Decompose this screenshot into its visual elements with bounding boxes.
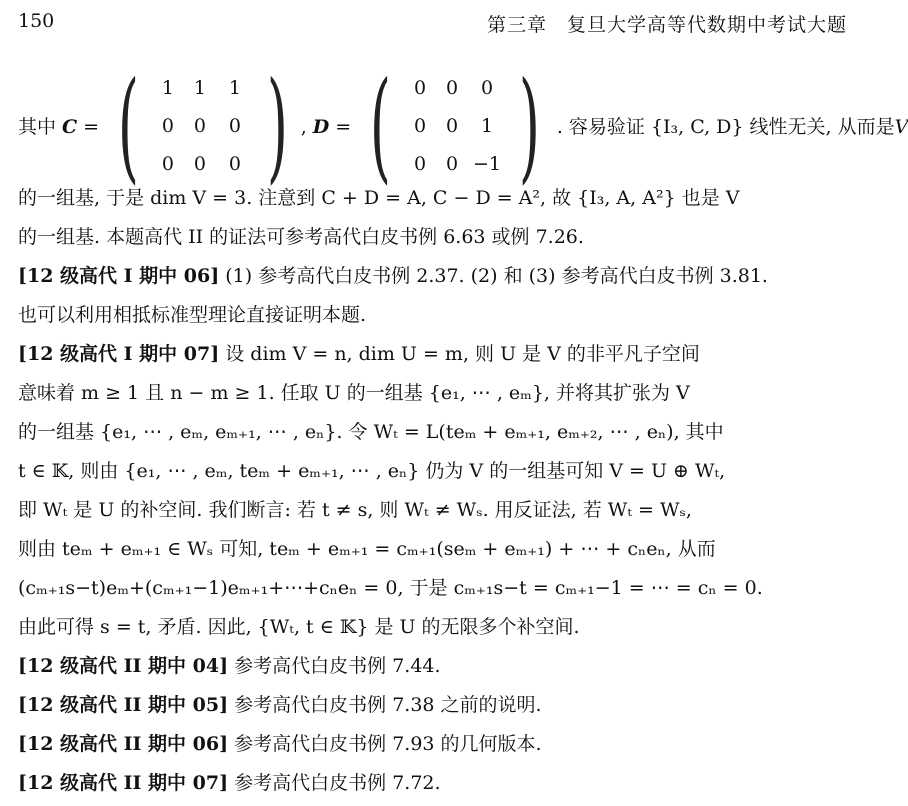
problem-text: 参考高代白皮书例 7.44. [228,655,441,677]
matrix-c-label: C [62,116,78,138]
matrix-prefix: 其中 [18,116,57,138]
matrix-entry: 1 [161,77,174,99]
text-line-4 [18,263,846,289]
page-header [18,6,847,36]
problem-tag: [12 级高代 II 期中 06] [18,733,229,755]
text-line-5: 也可以利用相抵标准型理论直接证明本题. [18,304,367,326]
text-line-10: 即 Wₜ 是 U 的补空间. 我们断言: 若 t ≠ s, 则 Wₜ ≠ Wₛ. 用反证法, 若 Wₜ = Wₛ, [18,499,692,521]
problem-text: 参考高代白皮书例 7.72. [228,772,441,794]
matrix-entry: −1 [472,153,501,175]
matrix-entry: 0 [161,115,174,137]
text-line-6 [18,341,846,367]
text-line-15 [18,692,846,718]
text-line-12: (cₘ₊₁s−t)eₘ+(cₘ₊₁−1)eₘ₊₁+⋯+cₙeₙ = 0, 于是 cₘ₊₁s−t = cₘ₊₁−1 = ⋯ = cₙ = 0. [18,577,763,599]
matrix-entry: 0 [161,153,174,175]
text-line-11: 则由 teₘ + eₘ₊₁ ∈ Wₛ 可知, teₘ + eₘ₊₁ = cₘ₊₁(seₘ + eₘ₊₁) + ⋯ + cₙeₙ, 从而 [18,538,716,560]
text-line-9: t ∈ 𝕂, 则由 {e₁, ⋯ , eₘ, teₘ + eₘ₊₁, ⋯ , eₙ} 仍为 V 的一组基可知 V = U ⊕ Wₜ, [18,460,726,482]
page-number: 150 [18,10,55,32]
problem-tag: [12 级高代 II 期中 04] [18,655,229,677]
matrix-entry: 0 [413,153,427,175]
chapter-title: 第三章 复旦大学高等代数期中考试大题 [486,14,847,36]
matrix-d-label: D [312,116,330,138]
matrix-entry: 0 [445,153,459,175]
problem-tag: [12 级高代 II 期中 07] [18,772,229,794]
text-line-7: 意味着 m ≥ 1 且 n − m ≥ 1. 任取 U 的一组基 {e₁, ⋯ , eₘ}, 并将其扩张为 V [18,382,690,404]
matrix-entry: 0 [413,115,427,137]
problem-text: 设 dim V = n, dim U = m, 则 U 是 V 的非平凡子空间 [219,343,700,365]
matrix-entry: 0 [228,153,241,175]
text-line-3: 的一组基. 本题高代 II 的证法可参考高代白皮书例 6.63 或例 7.26. [18,226,584,248]
problem-tag: [12 级高代 I 期中 07] [18,343,220,365]
matrix-entry: 0 [193,153,206,175]
matrix-line: 其中 C = ( 1 1 1 0 0 0 0 0 0 ) , D = ( 0 0 0 0 0 1 0 0 −1 ) . 容易验证 {I₃, C, D} 线性无关, 从而是 V [18,57,908,196]
problem-text: 参考高代白皮书例 7.93 的几何版本. [228,733,542,755]
matrix-entry: 0 [445,77,459,99]
matrix-entry: 0 [193,115,206,137]
text-line-14 [18,653,846,679]
problem-tag: [12 级高代 II 期中 05] [18,694,229,716]
problem-tag: [12 级高代 I 期中 06] [18,265,220,287]
matrix-d: ( 0 0 0 0 0 1 0 0 −1 ) [370,57,540,196]
matrix-entry: 1 [228,77,241,99]
matrix-c: ( 1 1 1 0 0 0 0 0 0 ) [117,57,288,196]
text-line-16 [18,731,846,757]
text-line-13: 由此可得 s = t, 矛盾. 因此, {Wₜ, t ∈ 𝕂} 是 U 的无限多个补空间. [18,616,580,638]
matrix-entry: 0 [413,77,427,99]
text-line-17 [18,770,846,796]
problem-text: (1) 参考高代白皮书例 2.37. (2) 和 (3) 参考高代白皮书例 3.81. [219,265,768,287]
matrix-entry: 0 [445,115,459,137]
matrix-entry: 1 [193,77,206,99]
matrix-entry: 1 [480,115,494,137]
matrix-tail: V [894,116,908,138]
text-line-8: 的一组基 {e₁, ⋯ , eₘ, eₘ₊₁, ⋯ , eₙ}. 令 Wₜ = L(teₘ + eₘ₊₁, eₘ₊₂, ⋯ , eₙ), 其中 [18,421,724,443]
matrix-entry: 0 [228,115,241,137]
problem-text: 参考高代白皮书例 7.38 之前的说明. [228,694,542,716]
matrix-suffix: . 容易验证 {I₃, C, D} 线性无关, 从而是 [556,116,895,138]
text-line-2: 的一组基, 于是 dim V = 3. 注意到 C + D = A, C − D = A², 故 {I₃, A, A²} 也是 V [18,187,740,209]
matrix-entry: 0 [480,77,494,99]
